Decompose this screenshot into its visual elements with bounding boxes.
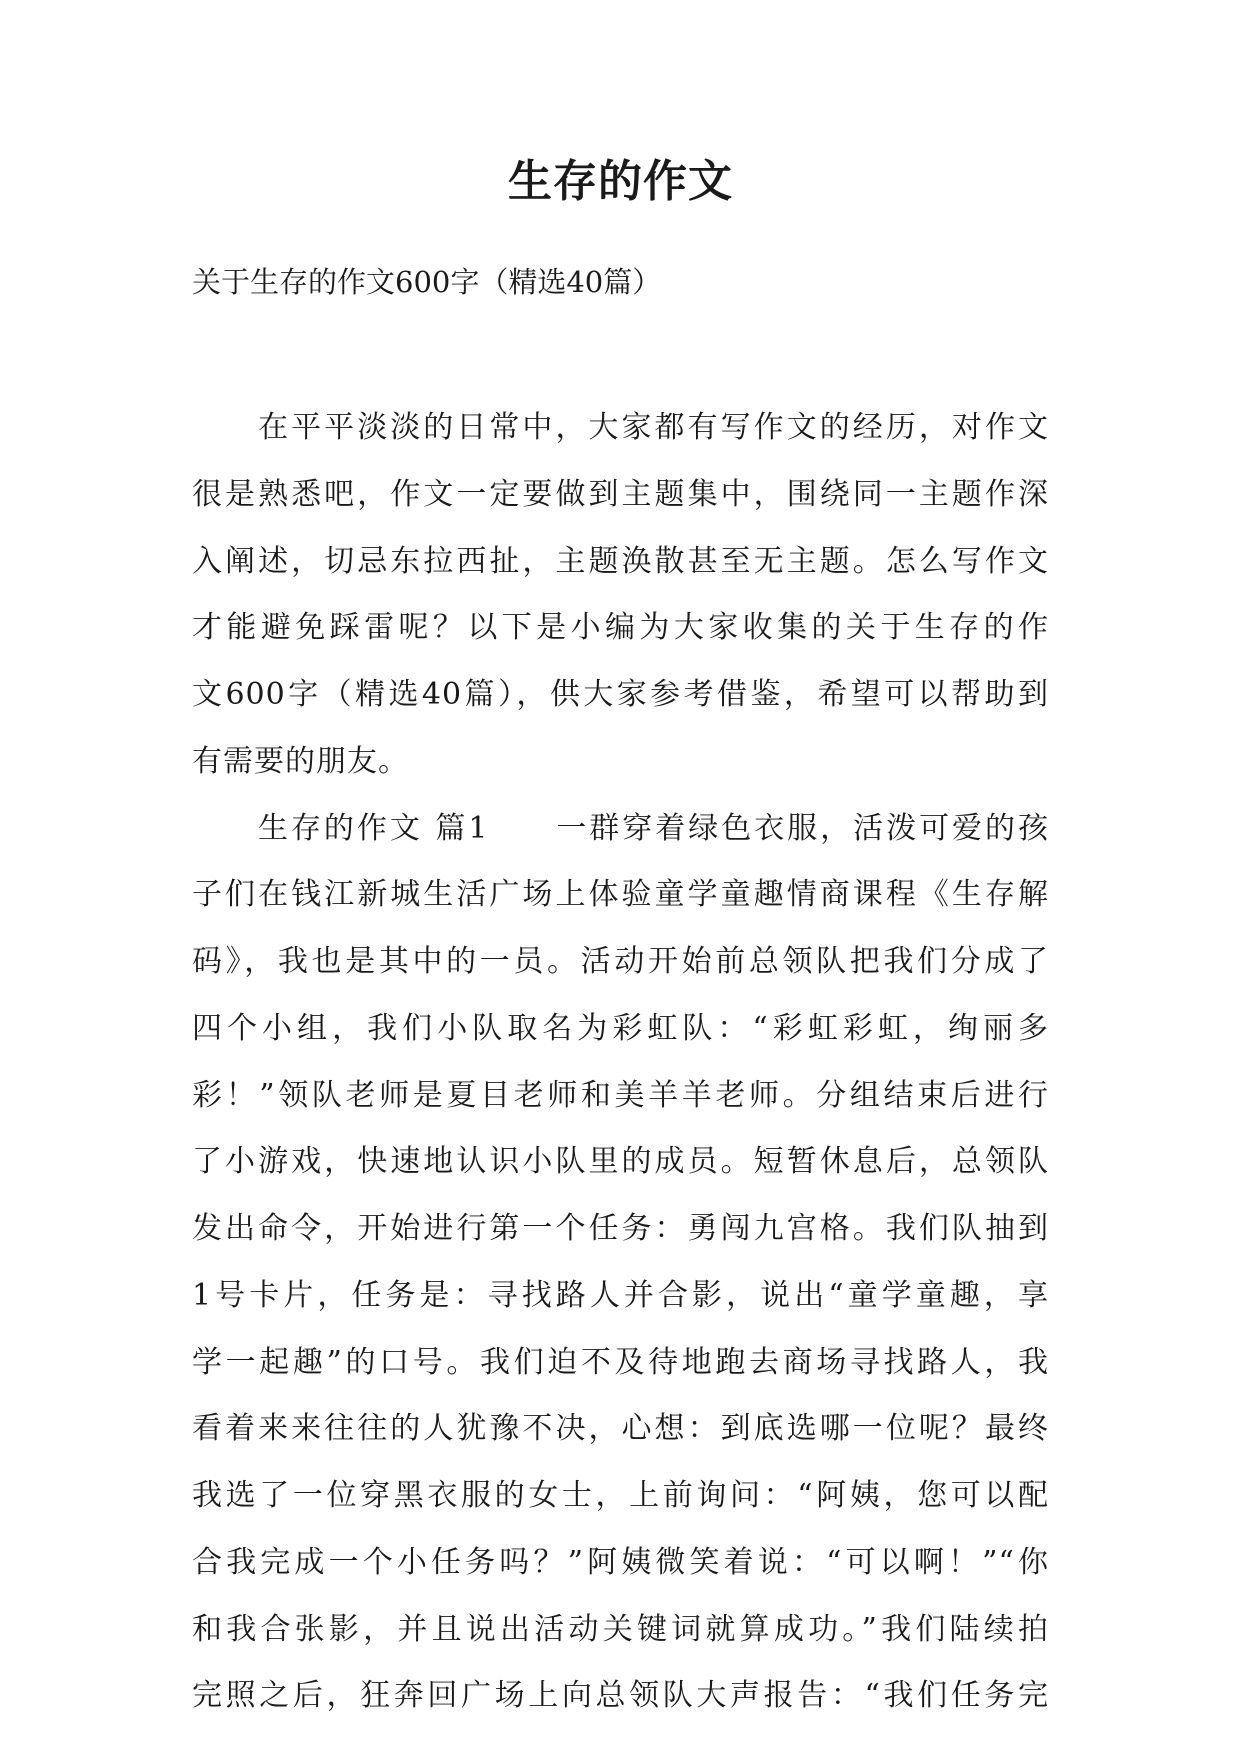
text-line: 发出命令，开始进行第一个任务：勇闯九宫格。我们队抽到 — [192, 1211, 1049, 1246]
document-title: 生存的作文 — [508, 156, 733, 207]
text-line: 我选了一位穿黑衣服的女士，上前询问：“阿姨，您可以配 — [192, 1478, 1049, 1513]
text-line: 生存的作文 篇1 一群穿着绿色衣服，活泼可爱的孩 — [192, 810, 1049, 846]
essay-body — [192, 408, 1049, 1743]
text-line: 看着来来往往的人犹豫不决，心想：到底选哪一位呢？最终 — [192, 1411, 1049, 1447]
text-line: 很是熟悉吧，作文一定要做到主题集中，围绕同一主题作深 — [192, 476, 1049, 512]
text-line: 合我完成一个小任务吗？”阿姨微笑着说：“可以啊！”“你 — [192, 1544, 1049, 1580]
text-line: 彩！”领队老师是夏目老师和美羊羊老师。分组结束后进行 — [192, 1077, 1049, 1113]
text-line: 和我合张影，并且说出活动关键词就算成功。”我们陆续拍 — [192, 1611, 1049, 1647]
text-line: 完照之后，狂奔回广场上向总领队大声报告：“我们任务完 — [192, 1678, 1049, 1714]
text-line: 子们在钱江新城生活广场上体验童学童趣情商课程《生存解 — [192, 877, 1049, 913]
text-line: 学一起趣”的口号。我们迫不及待地跑去商场寻找路人，我 — [192, 1344, 1049, 1380]
text-line: 在平平淡淡的日常中，大家都有写作文的经历，对作文 — [192, 410, 1049, 445]
text-line: 了小游戏，快速地认识小队里的成员。短暂休息后，总领队 — [192, 1144, 1049, 1180]
text-line: 入阐述，切忌东拉西扯，主题涣散甚至无主题。怎么写作文 — [192, 543, 1049, 579]
text-line: 1号卡片，任务是：寻找路人并合影，说出“童学童趣，享 — [192, 1277, 1049, 1313]
text-line: 四个小组，我们小队取名为彩虹队：“彩虹彩虹，绚丽多 — [192, 1010, 1049, 1046]
text-line: 文600字（精选40篇），供大家参考借鉴，希望可以帮助到 — [192, 677, 1049, 712]
text-line: 有需要的朋友。 — [192, 743, 409, 779]
text-line: 才能避免踩雷呢？以下是小编为大家收集的关于生存的作 — [192, 610, 1049, 646]
document-subtitle: 关于生存的作文600字（精选40篇） — [192, 265, 662, 299]
text-line: 码》，我也是其中的一员。活动开始前总领队把我们分成了 — [192, 944, 1049, 979]
